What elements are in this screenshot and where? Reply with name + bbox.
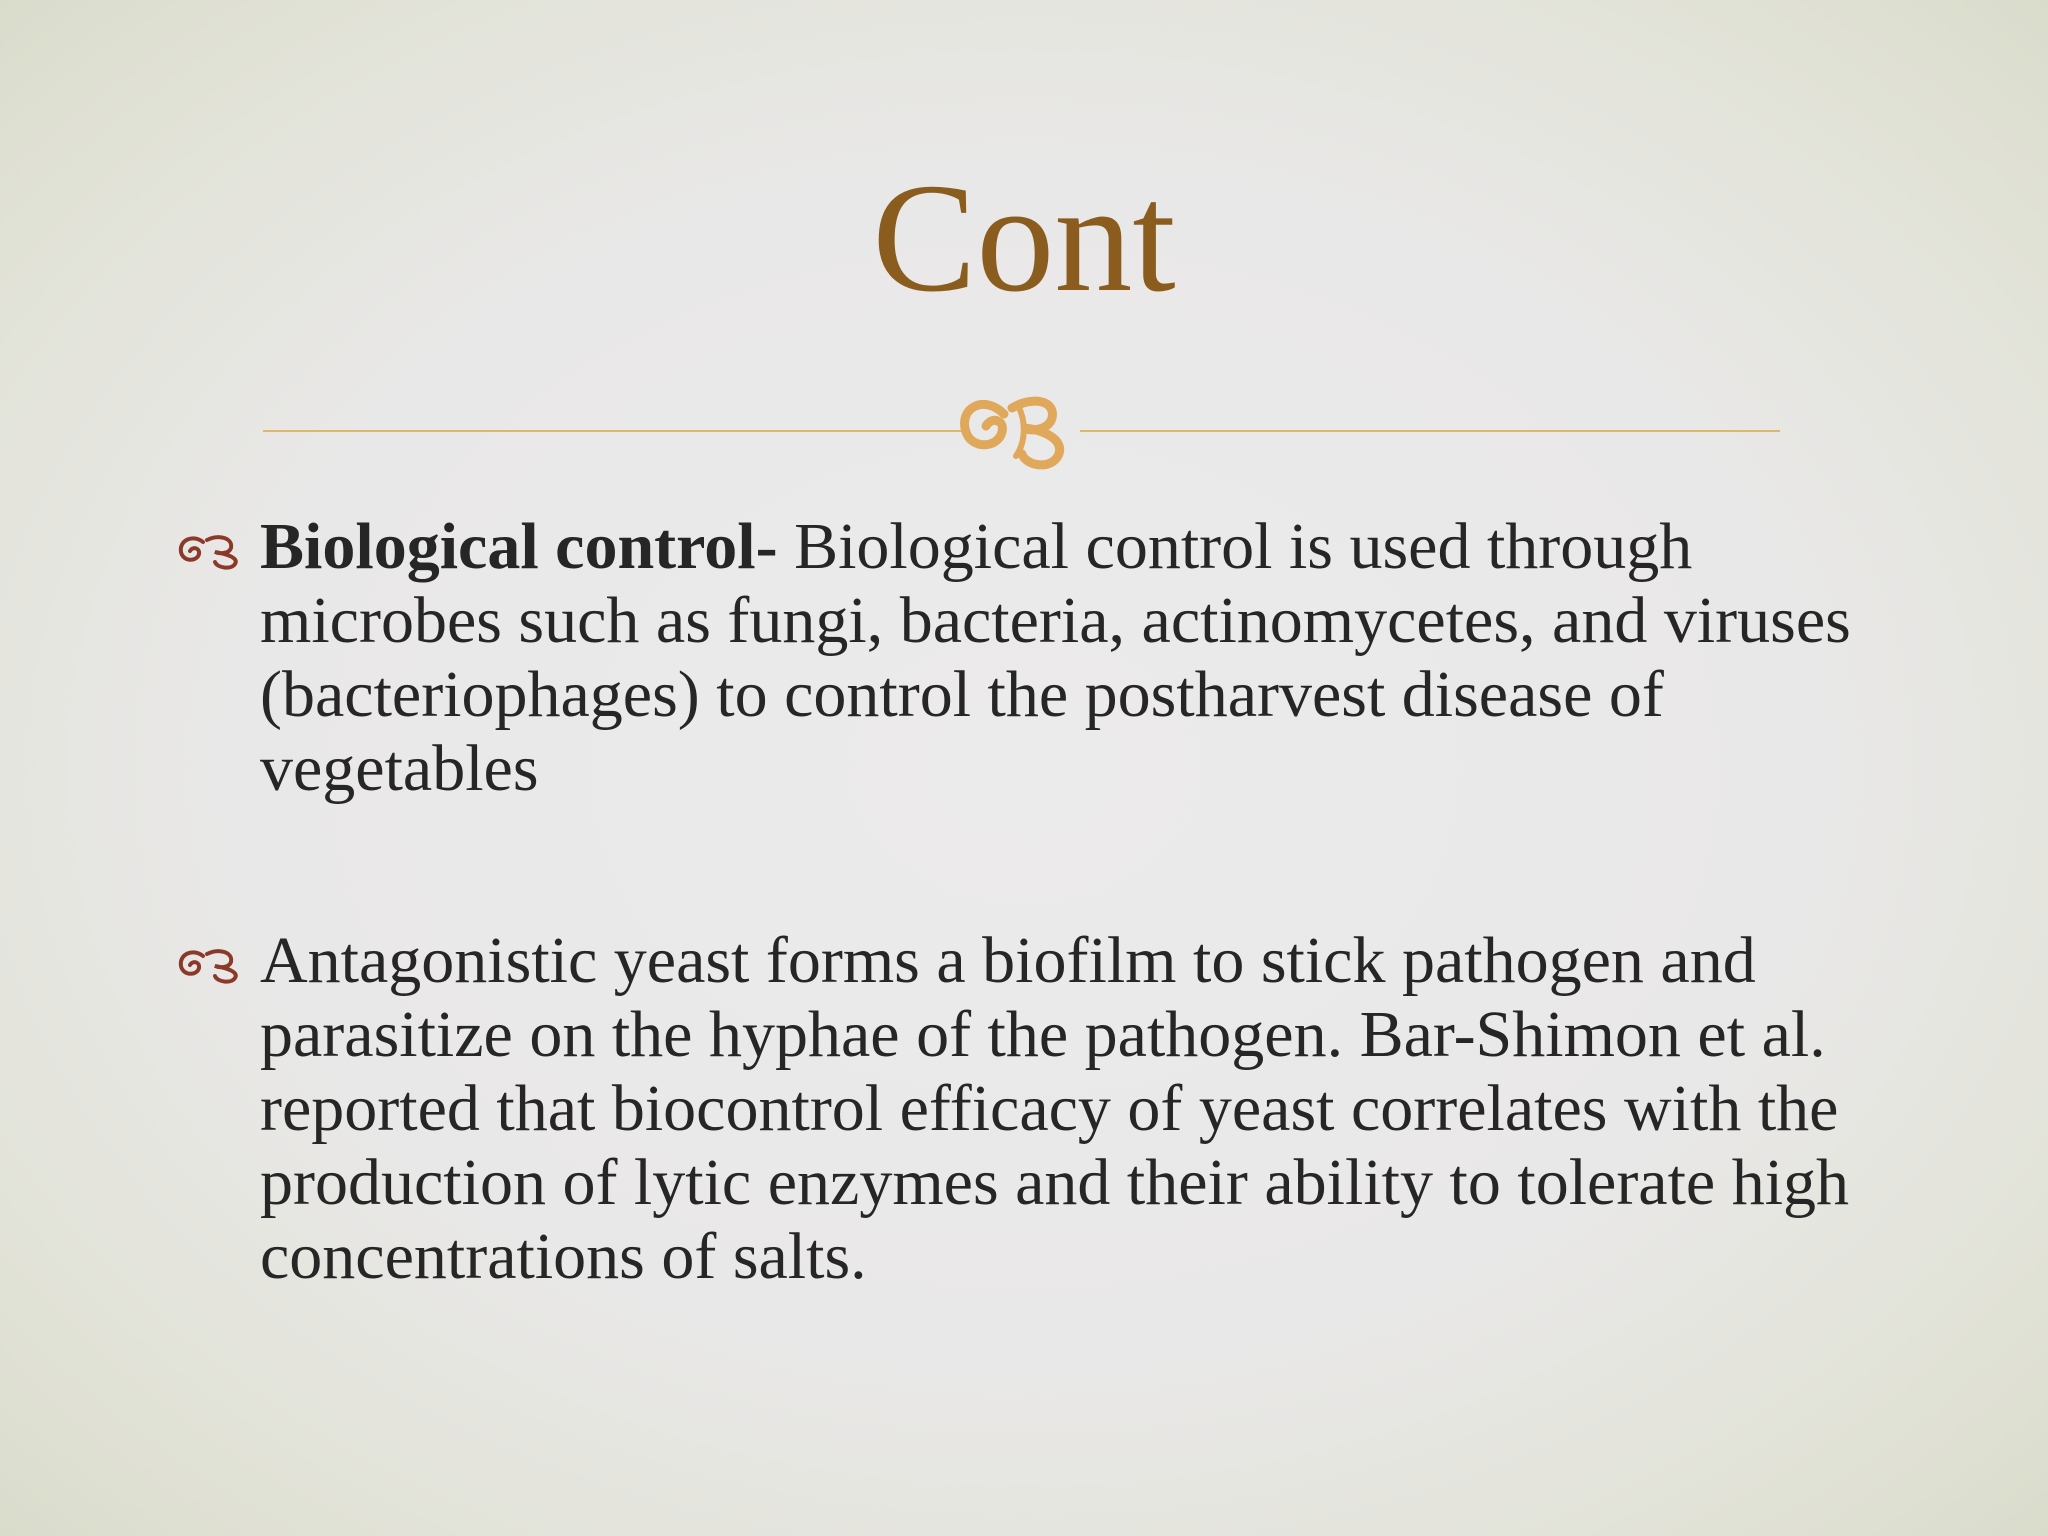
bullet-text: Antagonistic yeast forms a biofilm to stick pathogen and parasitize on the hyphae of the pathogen. Bar-Shimon et al. reported that biocontrol efficacy of yeast correlates with the production of lytic enzymes and their ability to tolerate high concentrations of salts.	[260, 924, 1850, 1293]
bullet-lead: Biological control-	[260, 510, 778, 583]
title-divider-left	[263, 430, 963, 432]
title-divider-right	[1080, 430, 1780, 432]
slide-title: Cont	[872, 151, 1176, 324]
bullet-item	[175, 510, 1895, 806]
swirl-bullet-icon	[175, 532, 245, 570]
swirl-bullet-icon	[175, 946, 245, 984]
bullet-item	[175, 924, 1895, 1294]
ornament-swirl-icon	[952, 386, 1092, 476]
bullet-text: Biological control is used through microbes such as fungi, bacteria, actinomycetes, and viruses (bacteriophages) to control the postharvest disease of vegetables	[260, 510, 1851, 805]
bullet-list	[175, 510, 1895, 1294]
